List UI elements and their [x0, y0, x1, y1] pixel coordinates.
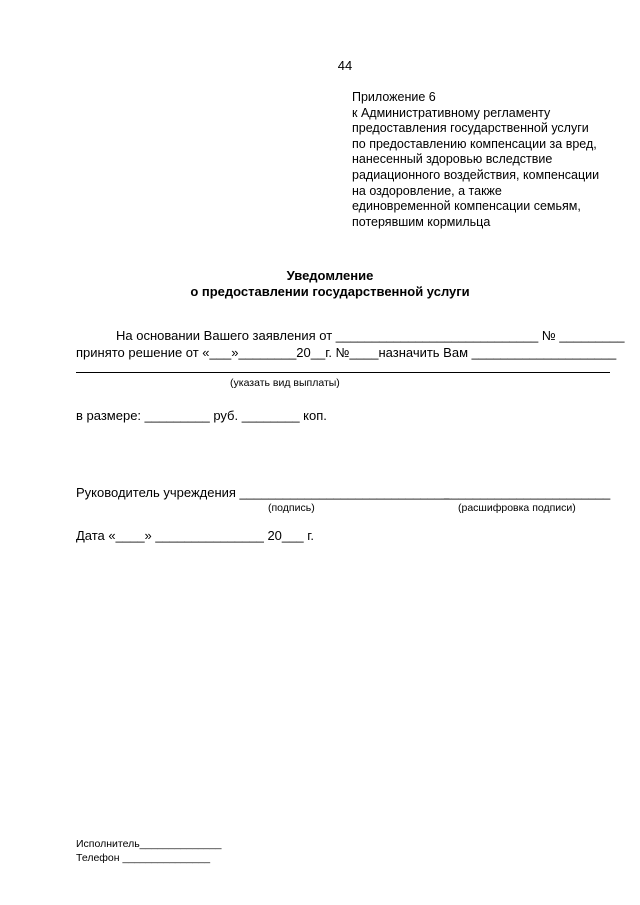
phone-row: Телефон _______________	[76, 852, 211, 864]
appendix-line: предоставления государственной услуги	[352, 121, 589, 136]
signature-hint: (подпись)	[268, 502, 315, 514]
payment-type-hint: (указать вид выплаты)	[230, 377, 340, 389]
appendix-line: к Административному регламенту	[352, 105, 551, 120]
appendix-line: по предоставлению компенсации за вред,	[352, 136, 597, 151]
title-line-2: о предоставлении государственной услуги	[190, 284, 470, 299]
decision-row: принято решение от «___»________20__г. №____назначить Вам ____________________	[76, 345, 617, 360]
appendix-line: на оздоровление, а также	[352, 183, 502, 198]
decoding-line: _______________________	[444, 485, 611, 500]
decoding-hint: (расшифровка подписи)	[458, 502, 576, 514]
amount-row: в размере: _________ руб. ________ коп.	[76, 408, 327, 423]
appendix-block	[352, 90, 599, 230]
application-date-row: На основании Вашего заявления от ____________________________ № _________	[116, 328, 625, 343]
payment-type-line	[76, 372, 610, 373]
head-signature-row: Руководитель учреждения _____________________________	[76, 485, 450, 500]
appendix-line: единовременной компенсации семьям,	[352, 199, 581, 214]
appendix-line: потерявшим кормильца	[352, 214, 491, 229]
executor-row: Исполнитель______________	[76, 838, 222, 850]
date-row: Дата «____» _______________ 20___ г.	[76, 528, 314, 543]
page-number: 44	[337, 58, 353, 73]
appendix-line: нанесенный здоровью вследствие	[352, 152, 553, 167]
appendix-line: радиационного воздействия, компенсации	[352, 167, 600, 182]
appendix-line: Приложение 6	[352, 90, 436, 104]
document-title	[0, 268, 640, 300]
title-line-1: Уведомление	[286, 268, 374, 283]
